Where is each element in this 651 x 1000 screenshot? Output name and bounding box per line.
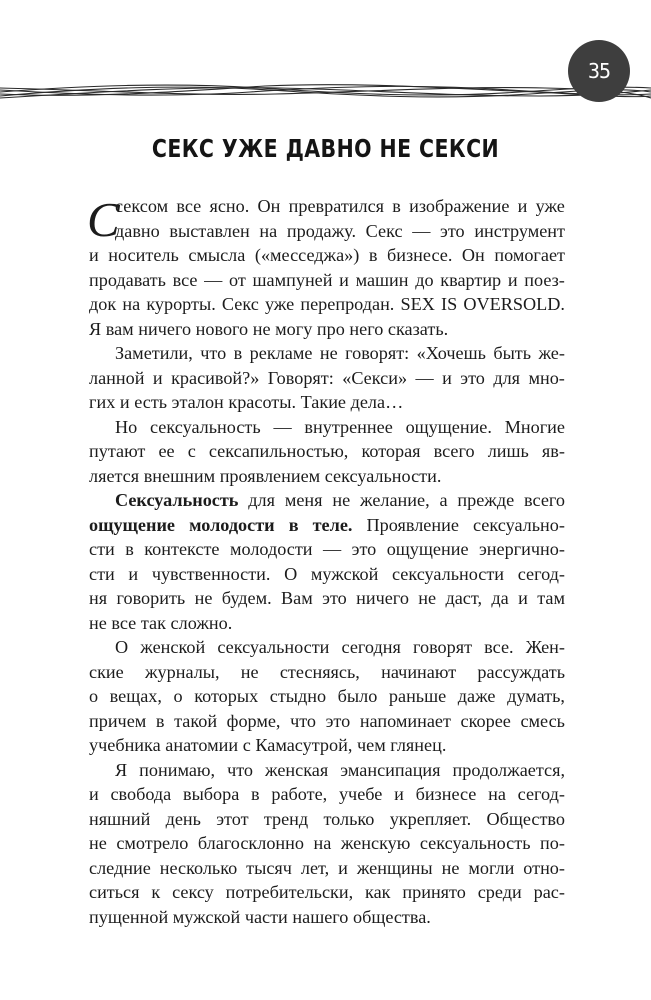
word: Говорят: (267, 367, 334, 388)
word: учебника (89, 735, 161, 755)
text-line (89, 194, 565, 219)
word: продажу. (286, 220, 356, 241)
word: и (507, 269, 518, 290)
text-line (89, 733, 565, 758)
word: поез- (524, 269, 565, 290)
page-number: 35 (587, 59, 611, 83)
word: ланной (89, 367, 145, 388)
word: и (518, 588, 528, 608)
text-line (89, 562, 565, 587)
word: причем (89, 710, 147, 731)
word: говорят (412, 637, 473, 657)
word: молодости (189, 514, 275, 535)
word: это (440, 220, 465, 241)
word: к (151, 882, 161, 902)
word: («месседжа») (254, 245, 360, 265)
word: могли (468, 857, 515, 878)
word: вам (105, 318, 134, 339)
header-decorative-lines (0, 62, 651, 112)
word: работе, (271, 784, 328, 804)
word: Он (461, 245, 485, 265)
word: ня (89, 588, 108, 608)
word: помогает (494, 245, 565, 265)
word: глянец. (390, 735, 447, 755)
text-line (89, 464, 565, 489)
word: продолжается, (452, 759, 565, 780)
text-line (89, 243, 565, 268)
word: всего (433, 441, 475, 461)
word: в (233, 343, 243, 363)
word: быть (493, 343, 532, 363)
word: на (313, 833, 332, 853)
word: ляется (89, 465, 140, 486)
word: Жен- (525, 637, 565, 657)
word: на (122, 294, 141, 314)
word: для (493, 367, 521, 388)
word: носитель (108, 245, 179, 265)
word: день (165, 808, 201, 829)
text-line (89, 635, 565, 660)
word: с (242, 735, 251, 755)
word: тысяч (246, 857, 292, 878)
word: и (152, 367, 163, 388)
word: женской (140, 637, 206, 657)
word: перепродан. (300, 294, 395, 314)
word: превратился (288, 196, 385, 216)
word: сложно. (170, 612, 233, 633)
word: по- (540, 833, 565, 853)
word: среди (477, 882, 522, 902)
word: О (115, 637, 129, 657)
word: смысла (188, 245, 246, 265)
word: машин (355, 269, 409, 290)
text-line (89, 831, 565, 856)
word: сексом (115, 196, 169, 216)
word: контексте (144, 539, 220, 559)
word: IS (441, 294, 458, 314)
word: — (412, 220, 431, 241)
word: раньше (388, 686, 447, 706)
paragraph-1 (89, 194, 565, 341)
word: — (273, 416, 292, 437)
word: даже (457, 686, 496, 706)
word: Камасутрой, (255, 735, 353, 755)
word: вещах, (109, 686, 162, 706)
paragraph-4 (89, 488, 565, 635)
word: и (338, 857, 348, 878)
word: Секс (221, 294, 259, 314)
word: дела… (350, 392, 404, 412)
word: уже (535, 196, 565, 216)
word: форме, (226, 710, 281, 731)
word: части (244, 906, 288, 927)
word: же- (538, 343, 565, 363)
word: от (229, 269, 246, 290)
word: внутреннее (304, 416, 393, 437)
word: отно- (523, 857, 565, 878)
word: сексапильностью, (208, 441, 349, 461)
word: потребительски, (225, 882, 354, 902)
word: следние (89, 857, 151, 878)
drop-cap: С (87, 192, 120, 247)
word: все (172, 269, 198, 290)
word: про (316, 318, 345, 339)
word: инструмент (474, 220, 565, 241)
word: есть (134, 392, 168, 412)
word: будем. (221, 588, 272, 608)
word: и (339, 269, 349, 290)
text-line (89, 684, 565, 709)
text-line (89, 660, 565, 685)
word: не (441, 857, 460, 878)
word: и (89, 784, 99, 804)
word: красоты. (228, 392, 297, 412)
word: выбора (182, 784, 240, 804)
word: так (140, 612, 166, 633)
word: и (394, 784, 404, 804)
word: в (155, 710, 165, 731)
word: начинают (381, 661, 457, 682)
word: это (351, 539, 377, 559)
text-line (89, 905, 565, 930)
text-line (89, 390, 565, 415)
word: всего (524, 490, 565, 510)
word: выставлен (169, 220, 250, 241)
word: в (251, 784, 260, 804)
text-line (89, 513, 565, 538)
word: стесняясь, (279, 661, 360, 682)
word: эталон (171, 392, 224, 412)
text-line (89, 586, 565, 611)
text-line (89, 856, 565, 881)
word: сказать. (387, 318, 449, 339)
word: что (200, 343, 227, 363)
word: нового (195, 318, 249, 339)
text-line (89, 611, 565, 636)
word: женская (265, 759, 329, 780)
word: не (418, 588, 437, 608)
word: Вам (281, 588, 313, 608)
word: сексуальность (150, 416, 261, 437)
body-text (89, 194, 565, 929)
word: уже (264, 294, 295, 314)
word: все (176, 196, 202, 216)
word: не (252, 318, 271, 339)
word: сексуальности (217, 637, 330, 657)
word: женщины (356, 857, 433, 878)
word: рас- (533, 882, 565, 902)
word: — (323, 539, 342, 559)
word: красивой?» (171, 367, 260, 388)
word: изображение (409, 196, 510, 216)
word: сти (89, 563, 115, 584)
word: Я (115, 759, 128, 780)
word: это (322, 588, 347, 608)
word: и (442, 367, 452, 388)
text-line (89, 807, 565, 832)
word: Но (115, 416, 138, 437)
text-line (89, 709, 565, 734)
word: прежде (457, 490, 515, 510)
word: рассуждать (477, 661, 565, 682)
word: сексуально- (473, 514, 565, 535)
word: гих (89, 392, 116, 412)
word: что (290, 710, 317, 731)
word: давно (115, 220, 160, 241)
word: а (439, 490, 448, 510)
word: не (332, 490, 351, 510)
word: лет, (300, 857, 330, 878)
word: энергично- (478, 539, 565, 559)
word: Такие (300, 392, 346, 412)
page-number-badge (568, 40, 630, 102)
word: лишь (487, 441, 529, 461)
word: желание, (360, 490, 430, 510)
word: было (337, 686, 378, 706)
word: несколько (159, 857, 238, 878)
word: такой (174, 710, 218, 731)
word: не (89, 612, 107, 633)
text-line (89, 415, 565, 440)
word: мужской (310, 563, 379, 584)
word: напоминает (359, 710, 451, 731)
word: чувственности. (151, 563, 271, 584)
word: общества. (352, 906, 431, 927)
text-line (89, 439, 565, 464)
word: Я (89, 318, 102, 339)
word: только (323, 808, 375, 829)
word: свобода (110, 784, 172, 804)
word: и (89, 245, 99, 265)
word: «Хочешь (416, 343, 486, 363)
word: не (89, 833, 107, 853)
word: смесь (520, 710, 565, 731)
word: учебе (338, 784, 383, 804)
word: в (392, 196, 401, 216)
word: этот (216, 808, 249, 829)
word: это (460, 367, 485, 388)
word: Многие (504, 416, 565, 437)
word: сексуальность (419, 833, 531, 853)
word: внешним (143, 465, 216, 486)
word: с (187, 441, 196, 461)
word: не (194, 588, 213, 608)
word: Проявление (366, 514, 459, 535)
word: даст, (445, 588, 483, 608)
word: эмансипация (340, 759, 441, 780)
word: в (288, 514, 299, 535)
word: что (227, 759, 254, 780)
word: мно- (528, 367, 565, 388)
word: Общество (486, 808, 565, 829)
word: нашего (292, 906, 349, 927)
word: анатомии (165, 735, 239, 755)
word: там (537, 588, 565, 608)
word: не (240, 661, 259, 682)
word: укрепляет. (389, 808, 472, 829)
word: понимаю, (139, 759, 216, 780)
word: Секс (365, 220, 403, 241)
word: в (125, 539, 134, 559)
paragraph-6 (89, 758, 565, 930)
word: говорят: (345, 343, 410, 363)
word: — (415, 367, 434, 388)
word: курорты. (146, 294, 216, 314)
text-line (89, 292, 565, 317)
word: путают (89, 441, 146, 461)
word: молодости (229, 539, 313, 559)
word: Он (257, 196, 281, 216)
word: няшний (89, 808, 151, 829)
word: ясно. (209, 196, 250, 216)
word: которая (361, 441, 421, 461)
word: сегод- (517, 563, 565, 584)
word: рекламе (249, 343, 313, 363)
text-line (89, 537, 565, 562)
paragraph-5 (89, 635, 565, 758)
word: могу (275, 318, 313, 339)
word: и (119, 392, 130, 412)
word: ощущение (89, 514, 175, 535)
word: шампуней (252, 269, 333, 290)
text-line (89, 880, 565, 905)
word: и (517, 196, 528, 216)
word: меня (284, 490, 323, 510)
text-line (89, 219, 565, 244)
word: стыдно (269, 686, 327, 706)
word: теле. (312, 514, 353, 535)
word: смотрело (116, 833, 189, 853)
word: думать, (507, 686, 565, 706)
text-line (89, 366, 565, 391)
word: принято (402, 882, 466, 902)
word: ее (158, 441, 175, 461)
word: сти (89, 539, 115, 559)
word: О (284, 563, 298, 584)
text-line (89, 488, 565, 513)
word: сексуальности (391, 563, 505, 584)
word: до (415, 269, 434, 290)
paragraph-3 (89, 415, 565, 489)
word: ощущение. (405, 416, 492, 437)
text-line (89, 782, 565, 807)
word: для (248, 490, 275, 510)
word: «Секси» (342, 367, 408, 388)
word: проявлением (219, 465, 321, 486)
word: ничего (138, 318, 192, 339)
word: SEX (400, 294, 435, 314)
word: — (204, 269, 223, 290)
word: о (89, 686, 99, 706)
word: ские (89, 661, 124, 682)
word: на (259, 220, 278, 241)
word: скорее (460, 710, 511, 731)
word: как (365, 882, 391, 902)
word: чем (356, 735, 386, 755)
word: которых (194, 686, 259, 706)
word: ощущение (386, 539, 469, 559)
word: тренд (263, 808, 309, 829)
word: благосклонно (197, 833, 304, 853)
text-line (89, 268, 565, 293)
word: пущенной (89, 906, 169, 927)
word: женскую (340, 833, 411, 853)
word: да (491, 588, 509, 608)
word: Заметили, (115, 343, 193, 363)
word: о (173, 686, 183, 706)
word: и (128, 563, 139, 584)
paragraph-2 (89, 341, 565, 415)
word: сегодня (341, 637, 401, 657)
word: на (488, 784, 506, 804)
word: сексуальности. (324, 465, 442, 486)
chapter-title: СЕКС УЖЕ ДАВНО НЕ СЕКСИ (151, 134, 500, 163)
word: все. (484, 637, 514, 657)
bold-term: Сексуальность (115, 490, 239, 510)
word: журналы, (144, 661, 220, 682)
word: квартир (440, 269, 502, 290)
word: все (111, 612, 137, 633)
word: OVERSOLD. (463, 294, 565, 314)
word: яв- (541, 441, 565, 461)
word: ситься (89, 882, 140, 902)
text-line (89, 341, 565, 366)
word: говорить (116, 588, 186, 608)
text-line (89, 317, 565, 342)
word: продавать (89, 269, 166, 290)
text-line (89, 758, 565, 783)
word: в (368, 245, 378, 265)
word: бизнесе (415, 784, 477, 804)
word: сексу (172, 882, 214, 902)
word: бизнесе. (387, 245, 453, 265)
word: него (349, 318, 384, 339)
word: ничего (356, 588, 409, 608)
word: не (319, 343, 338, 363)
word: это (325, 710, 351, 731)
word: док (89, 294, 117, 314)
word: сегод- (517, 784, 565, 804)
word: мужской (172, 906, 241, 927)
